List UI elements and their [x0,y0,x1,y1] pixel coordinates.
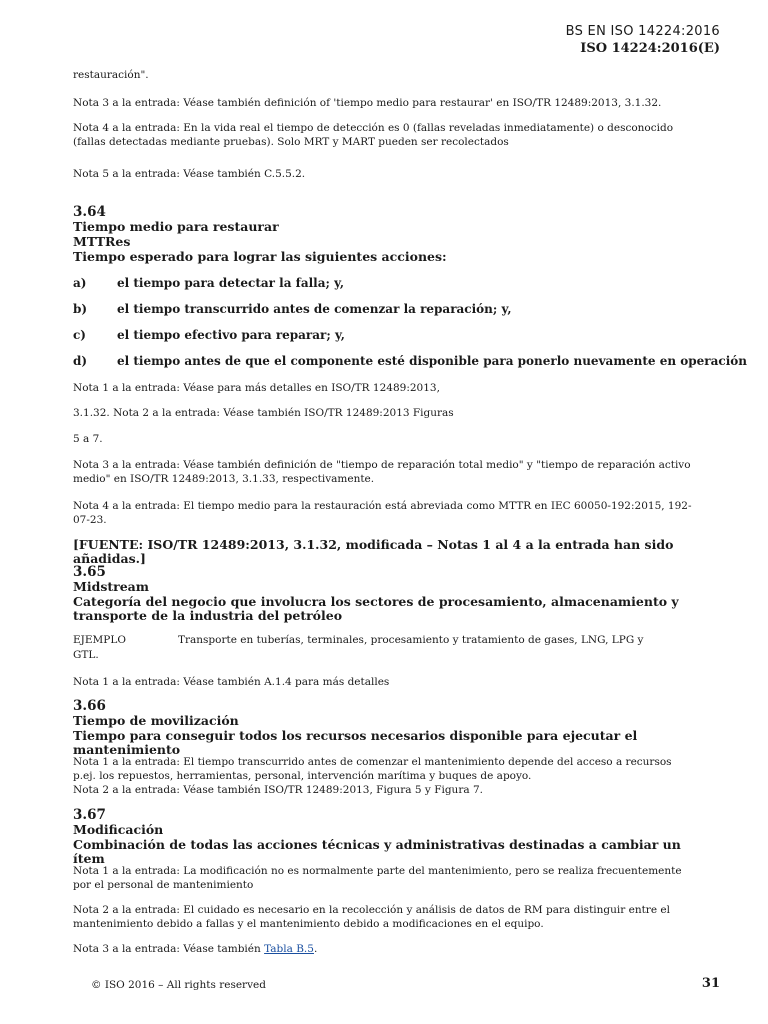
note-2-364-cont: 5 a 7. [73,433,103,445]
list-item-letter: d) [73,354,88,368]
note-3-367 [73,942,693,956]
term-number-367: 3.67 [73,807,106,823]
source-364: [FUENTE: ISO/TR 12489:2013, 3.1.32, modificada – Notas 1 al 4 a la entrada han sido añadidas.] [73,537,674,566]
prev-note-4: Nota 4 a la entrada: En la vida real el tiempo de detección es 0 (fallas reveladas inmediatamente) o desconocido (fallas detectadas mediante pruebas). Solo MRT y MART pueden ser recolectados [73,122,674,148]
note-1-366: Nota 1 a la entrada: El tiempo transcurrido antes de comenzar el mantenimiento depende del acceso a recursos p.ej. los repuestos, herramientas, personal, intervención marítima y buques de apoyo. [73,756,672,782]
list-item-text: el tiempo antes de que el componente esté disponible para ponerlo nuevamente en operación [117,354,747,368]
list-item-letter: a) [73,276,87,290]
example-text-cont: GTL. [73,649,99,661]
term-abbreviation-364: MTTRes [73,234,131,249]
term-number-365: 3.65 [73,564,106,580]
note-3-367-prefix: Nota 3 a la entrada: Véase también [73,943,265,955]
term-title-364: Tiempo medio para restaurar [73,219,279,234]
example-label: EJEMPLO [73,634,126,646]
note-2-367: Nota 2 a la entrada: El cuidado es necesario en la recolección y análisis de datos de RM para distinguir entre el mantenimiento debido a fallas y el mantenimiento debido a modificaciones en el equipo. [73,904,670,930]
note-2-366: Nota 2 a la entrada: Véase también ISO/TR 12489:2013, Figura 5 y Figura 7. [73,784,483,796]
list-item-text: el tiempo para detectar la falla; y, [117,276,345,290]
list-item-letter: b) [73,302,88,316]
list-item-text: el tiempo transcurrido antes de comenzar la reparación; y, [117,302,512,316]
example-text: Transporte en tuberías, terminales, procesamiento y tratamiento de gases, LNG, LPG y [178,634,644,646]
note-1-367: Nota 1 a la entrada: La modificación no es normalmente parte del mantenimiento, pero se realiza frecuentemente por el personal de mantenimiento [73,865,682,891]
term-number-366: 3.66 [73,698,106,714]
term-title-365: Midstream [73,579,150,594]
header-iso: ISO 14224:2016(E) [580,41,720,56]
term-title-367: Modificación [73,822,164,837]
footer-copyright: © ISO 2016 – All rights reserved [91,979,266,991]
header-standard: BS EN ISO 14224:2016 [565,24,720,39]
note-3-367-suffix: . [313,943,318,955]
note-2-364: 3.1.32. Nota 2 a la entrada: Véase también ISO/TR 12489:2013 Figuras [73,407,454,419]
table-b5-link[interactable]: Tabla B.5 [264,943,314,955]
prev-note-3: Nota 3 a la entrada: Véase también definición of 'tiempo medio para restaurar' en ISO/TR 12489:2013, 3.1.32. [73,97,662,109]
term-definition-364: Tiempo esperado para lograr las siguientes acciones: [73,249,447,264]
note-4-364: Nota 4 a la entrada: El tiempo medio para la restauración está abreviada como MTTR en IEC 60050-192:2015, 192-07-23. [73,500,692,526]
note-3-364: Nota 3 a la entrada: Véase también definición de "tiempo de reparación total medio" y "tiempo de reparación activo medio" en ISO/TR 12489:2013, 3.1.33, respectivamente. [73,459,691,485]
term-definition-366: Tiempo para conseguir todos los recursos necesarios disponible para ejecutar el mantenimiento [73,728,638,757]
term-definition-367: Combinación de todas las acciones técnicas y administrativas destinadas a cambiar un ítem [73,837,681,866]
prev-note-5: Nota 5 a la entrada: Véase también C.5.5.2. [73,168,306,180]
term-definition-365: Categoría del negocio que involucra los sectores de procesamiento, almacenamiento y transporte de la industria del petróleo [73,594,679,623]
list-item-letter: c) [73,328,86,342]
term-number-364: 3.64 [73,204,106,220]
term-title-366: Tiempo de movilización [73,713,239,728]
page-number: 31 [701,976,720,991]
prev-continuation: restauración". [73,69,149,81]
note-1-365: Nota 1 a la entrada: Véase también A.1.4 para más detalles [73,676,390,688]
list-item-text: el tiempo efectivo para reparar; y, [117,328,345,342]
note-1-364: Nota 1 a la entrada: Véase para más detalles en ISO/TR 12489:2013, [73,382,440,394]
